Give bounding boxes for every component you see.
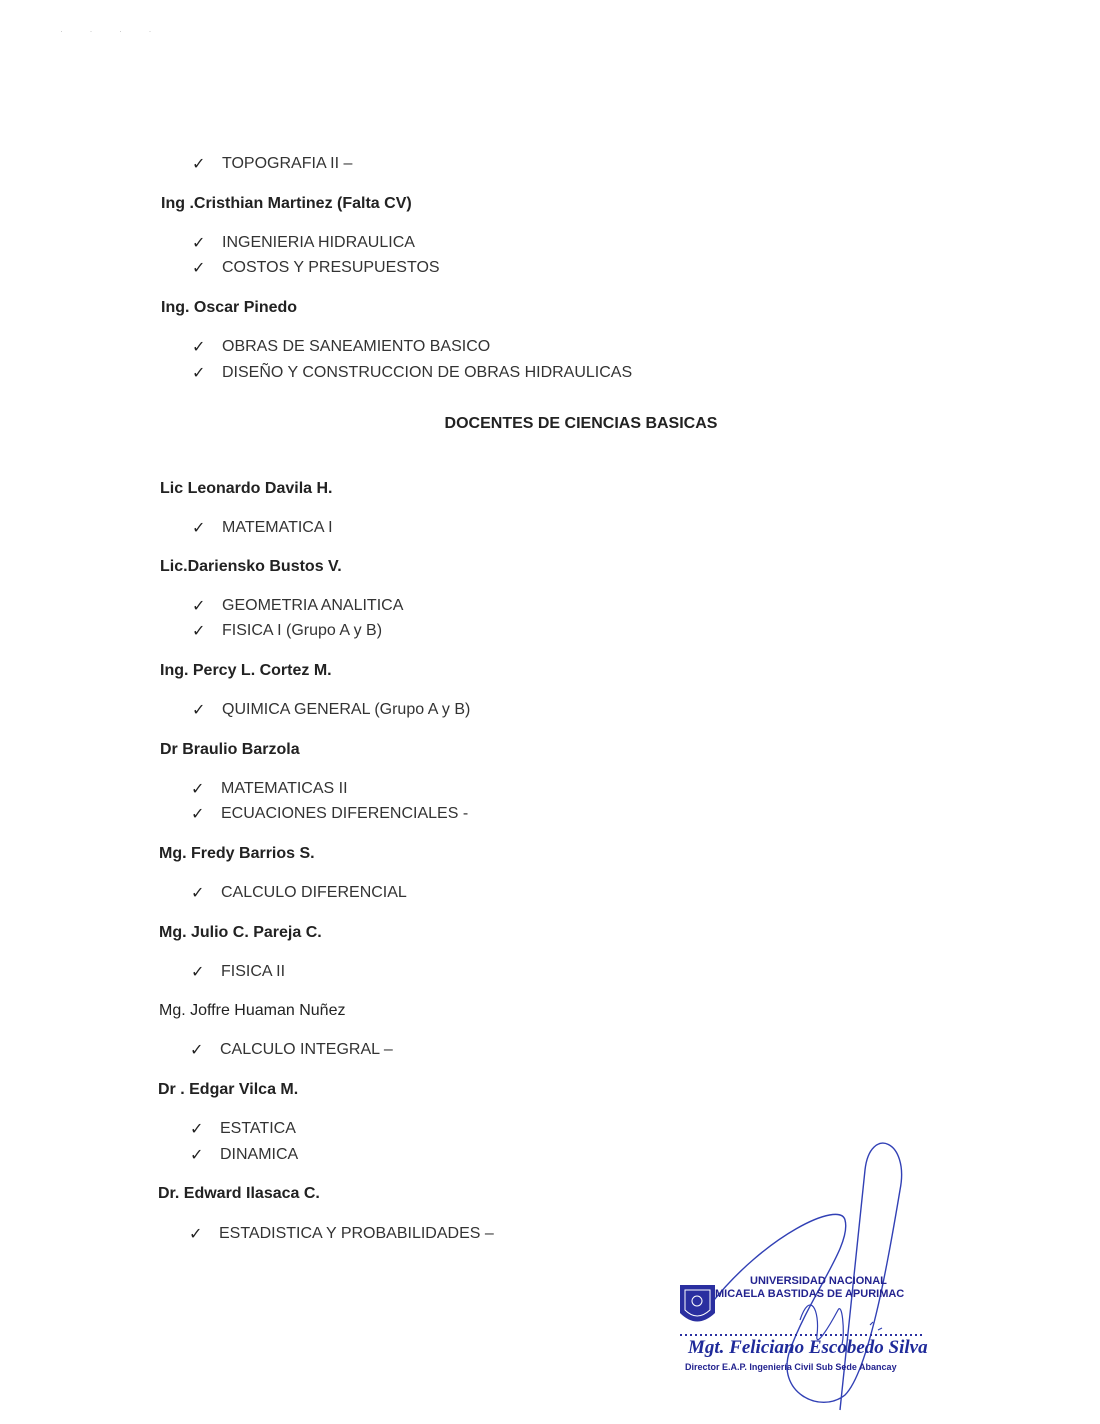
- section-title: DOCENTES DE CIENCIAS BASICAS: [444, 415, 718, 432]
- course-name: QUIMICA GENERAL (Grupo A y B): [222, 701, 471, 718]
- checkmark-icon: ✓: [191, 883, 205, 902]
- course-name: OBRAS DE SANEAMIENTO BASICO: [222, 338, 491, 355]
- course-name: FISICA II: [221, 963, 286, 980]
- checkmark-icon: ✓: [191, 962, 205, 981]
- checkmark-icon: ✓: [192, 258, 206, 277]
- checkmark-icon: ✓: [190, 1119, 204, 1138]
- course-item: [190, 1119, 296, 1139]
- checkmark-icon: ✓: [192, 700, 206, 719]
- teacher-name: Dr . Edgar Vilca M.: [158, 1081, 299, 1098]
- course-name: DISEÑO Y CONSTRUCCION DE OBRAS HIDRAULICAS: [222, 364, 633, 381]
- checkmark-icon: ✓: [191, 804, 205, 823]
- course-item: [192, 337, 490, 357]
- checkmark-icon: ✓: [192, 621, 206, 640]
- course-item: [191, 883, 407, 903]
- checkmark-icon: ✓: [190, 1040, 204, 1059]
- course-item: [192, 621, 382, 641]
- teacher-name: Ing. Oscar Pinedo: [161, 299, 298, 316]
- course-item: [189, 1224, 494, 1244]
- teacher-name: Dr Braulio Barzola: [160, 741, 300, 758]
- course-item: [192, 233, 415, 253]
- stamp-signer: Mgt. Feliciano Escobedo Silva: [688, 1337, 928, 1358]
- course-name: ECUACIONES DIFERENCIALES -: [221, 805, 469, 822]
- teacher-name: Mg. Joffre Huaman Nuñez: [159, 1002, 346, 1019]
- course-item: [192, 518, 333, 538]
- course-name: MATEMATICAS II: [221, 780, 348, 797]
- course-name: CALCULO INTEGRAL –: [220, 1041, 393, 1058]
- course-name: COSTOS Y PRESUPUESTOS: [222, 259, 440, 276]
- course-name: ESTADISTICA Y PROBABILIDADES –: [219, 1225, 494, 1242]
- course-item: [192, 154, 352, 174]
- course-name: ESTATICA: [220, 1120, 296, 1137]
- course-name: MATEMATICA I: [222, 519, 333, 536]
- course-item: [190, 1145, 298, 1165]
- stamp-line-university: UNIVERSIDAD NACIONAL: [750, 1275, 887, 1287]
- course-item: [190, 1040, 393, 1060]
- teacher-name: Lic Leonardo Davila H.: [160, 480, 333, 497]
- course-name: INGENIERIA HIDRAULICA: [222, 234, 415, 251]
- checkmark-icon: ✓: [189, 1224, 203, 1243]
- course-item: [191, 779, 348, 799]
- teacher-name: Mg. Fredy Barrios S.: [159, 845, 315, 862]
- teacher-name: Mg. Julio C. Pareja C.: [159, 924, 322, 941]
- teacher-name: Dr. Edward Ilasaca C.: [158, 1185, 320, 1202]
- course-name: FISICA I (Grupo A y B): [222, 622, 383, 639]
- checkmark-icon: ✓: [192, 518, 206, 537]
- teacher-name: Lic.Dariensko Bustos V.: [160, 558, 342, 575]
- checkmark-icon: ✓: [192, 233, 206, 252]
- teacher-name: Ing .Cristhian Martinez (Falta CV): [161, 195, 412, 212]
- checkmark-icon: ✓: [192, 154, 206, 173]
- course-name: GEOMETRIA ANALITICA: [222, 597, 404, 614]
- teacher-name: Ing. Percy L. Cortez M.: [160, 662, 332, 679]
- course-item: [192, 700, 470, 720]
- scan-artifact: · · · ·: [60, 26, 164, 36]
- official-stamp: [670, 1130, 940, 1415]
- checkmark-icon: ✓: [192, 363, 206, 382]
- checkmark-icon: ✓: [191, 779, 205, 798]
- course-name: TOPOGRAFIA II –: [222, 155, 353, 172]
- stamp-role: Director E.A.P. Ingeniería Civil Sub Sede Abancay: [685, 1362, 897, 1372]
- course-item: [192, 258, 440, 278]
- course-name: CALCULO DIFERENCIAL: [221, 884, 407, 901]
- course-item: [192, 596, 403, 616]
- course-item: [191, 962, 285, 982]
- course-item: [192, 363, 632, 383]
- checkmark-icon: ✓: [190, 1145, 204, 1164]
- course-item: [191, 804, 468, 824]
- course-name: DINAMICA: [220, 1146, 299, 1163]
- university-shield-icon: [680, 1285, 715, 1322]
- checkmark-icon: ✓: [192, 337, 206, 356]
- checkmark-icon: ✓: [192, 596, 206, 615]
- signature-scribble-icon: [670, 1130, 940, 1415]
- stamp-line-name: MICAELA BASTIDAS DE APURIMAC: [715, 1288, 905, 1300]
